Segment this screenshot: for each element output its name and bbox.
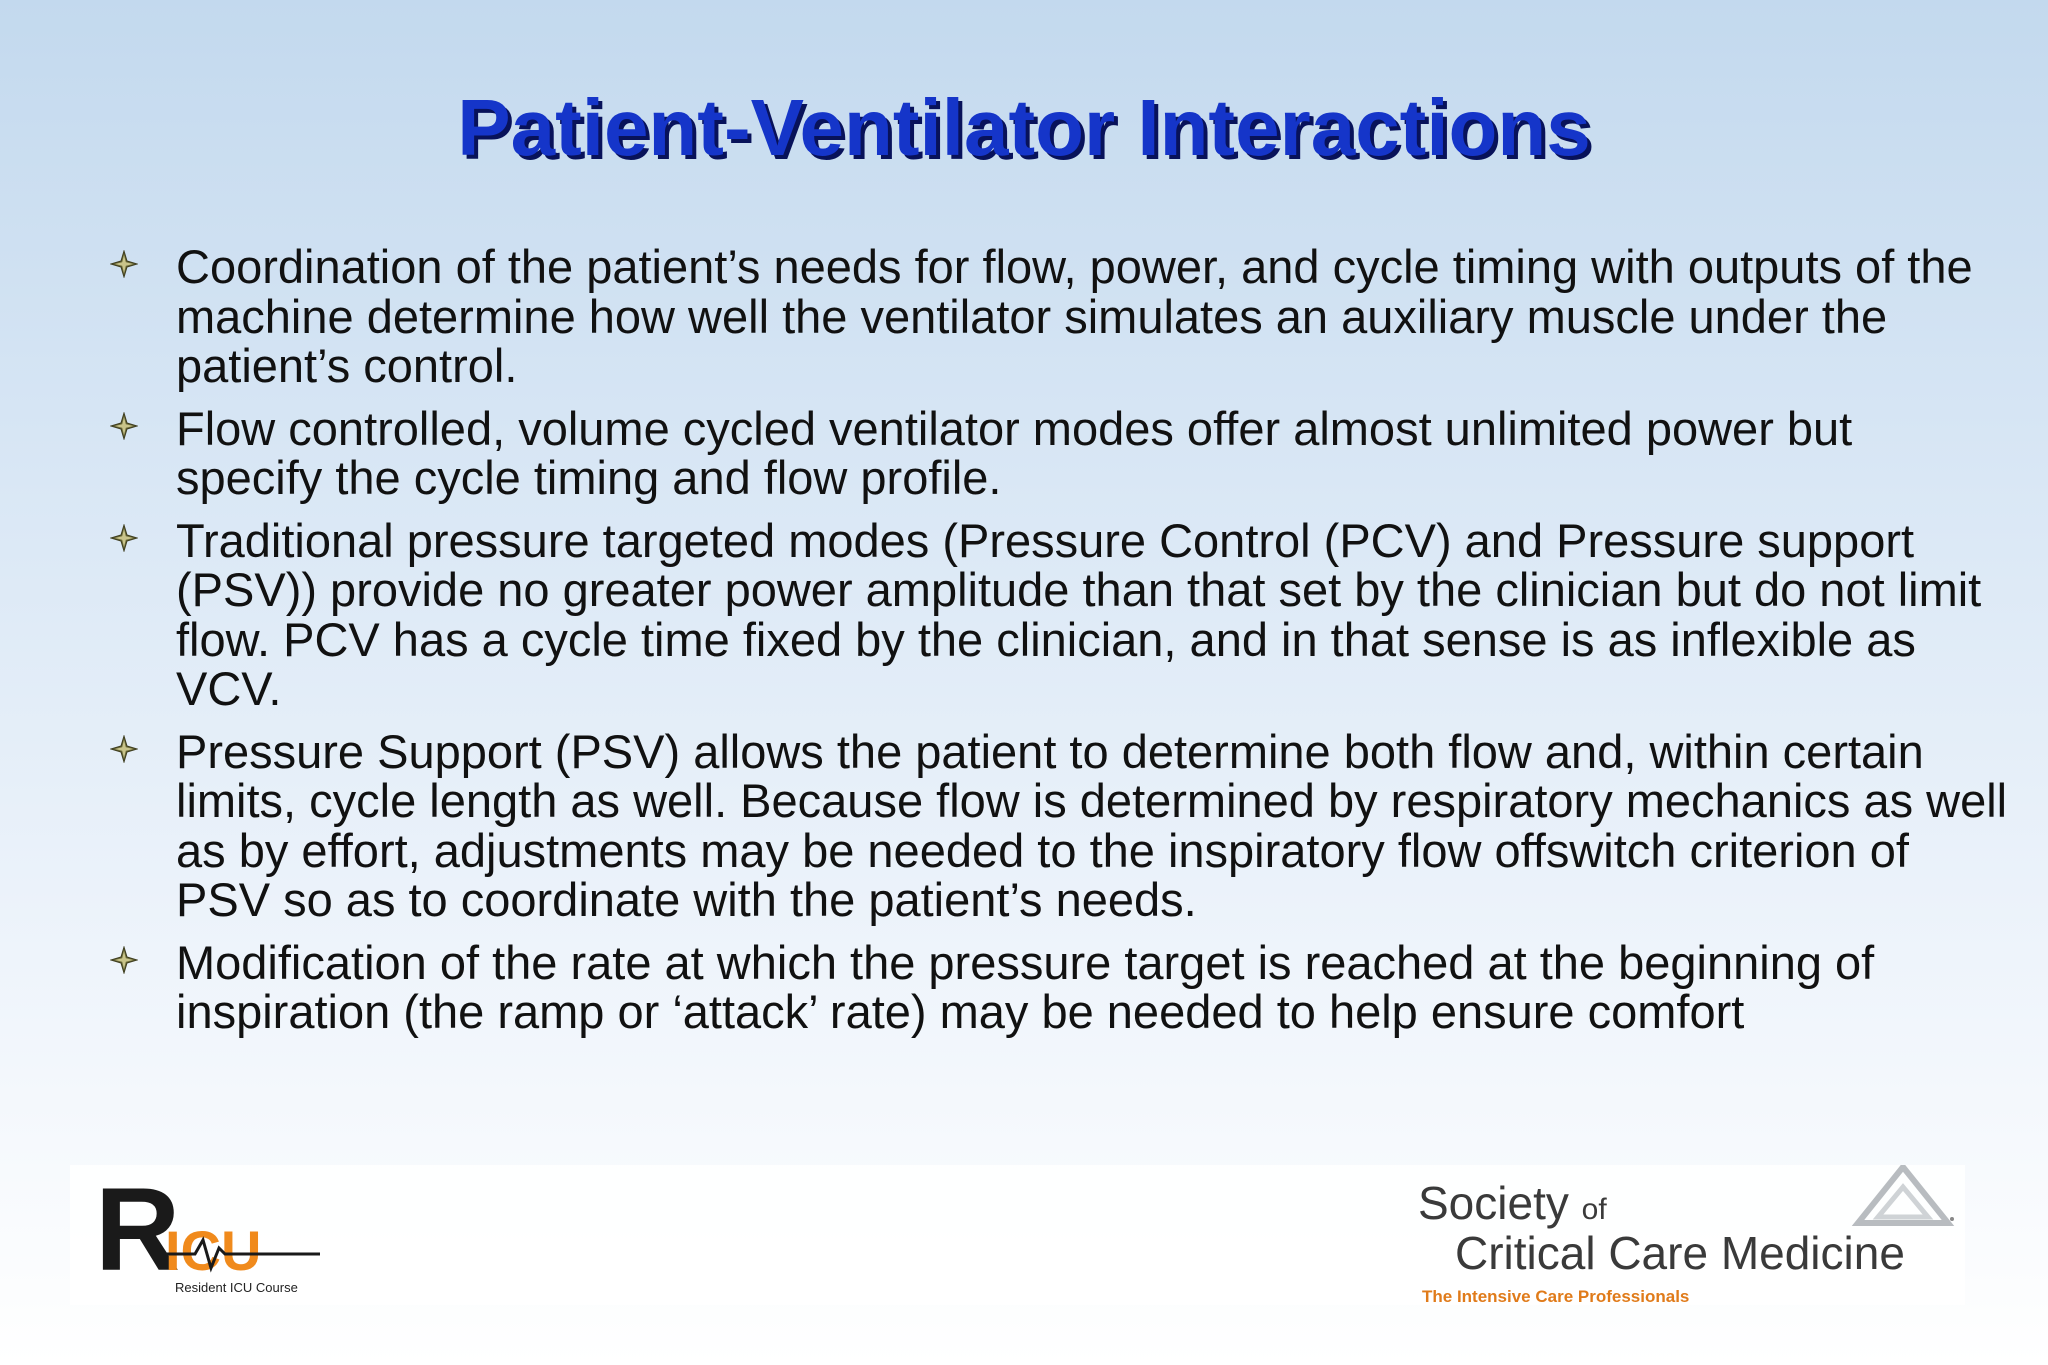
bullet-item bbox=[108, 513, 2008, 715]
bullet-item bbox=[108, 724, 2008, 926]
four-point-star-bullet-icon bbox=[110, 250, 138, 278]
bullet-item bbox=[108, 401, 2008, 504]
four-point-star-bullet-icon bbox=[110, 946, 138, 974]
bullet-item bbox=[108, 935, 2008, 1038]
bullet-list bbox=[108, 242, 2008, 1050]
bullet-text: Flow controlled, volume cycled ventilator modes offer almost unlimited power but specify the cycle timing and flow profile. bbox=[176, 401, 1853, 504]
bullet-text: Coordination of the patient’s needs for flow, power, and cycle timing with outputs of the machine determine how well the ventilator simulates an auxiliary muscle under the patient’s control. bbox=[176, 240, 1973, 392]
bullet-text: Traditional pressure targeted modes (Pressure Control (PCV) and Pressure support (PSV)) provide no greater power amplitude than that set by the clinician but do not limit flow. PCV has a cycle time fixed by the clinician, and in that sense is as inflexible as VCV. bbox=[176, 513, 1982, 715]
ricu-caption: Resident ICU Course bbox=[175, 1280, 298, 1295]
four-point-star-bullet-icon bbox=[110, 524, 138, 552]
ricu-text: ICU bbox=[165, 1219, 262, 1282]
four-point-star-bullet-icon bbox=[110, 412, 138, 440]
bullet-text: Pressure Support (PSV) allows the patient to determine both flow and, within certain limits, cycle length as well. Because flow is determined by respiratory mechanics as well as by effort, adjustments may be needed to the inspiratory flow offswitch criterion of PSV so as to coordinate with the patient’s needs. bbox=[176, 724, 2008, 926]
bullet-item bbox=[108, 242, 2008, 391]
sccm-of: of bbox=[1581, 1193, 1607, 1226]
sccm-triangle-mark bbox=[1848, 1165, 1958, 1235]
bullet-text: Modification of the rate at which the pressure target is reached at the beginning of inspiration (the ramp or ‘attack’ rate) may be needed to help ensure comfort bbox=[176, 935, 1875, 1038]
sccm-society: Society bbox=[1418, 1177, 1569, 1229]
four-point-star-bullet-icon bbox=[110, 735, 138, 763]
ricu-letter: R bbox=[95, 1170, 181, 1296]
sccm-tagline: The Intensive Care Professionals bbox=[1422, 1287, 1690, 1306]
sccm-name-line2: Critical Care Medicine bbox=[1455, 1227, 1905, 1279]
slide-title: Patient-Ventilator Interactions bbox=[457, 83, 1591, 172]
